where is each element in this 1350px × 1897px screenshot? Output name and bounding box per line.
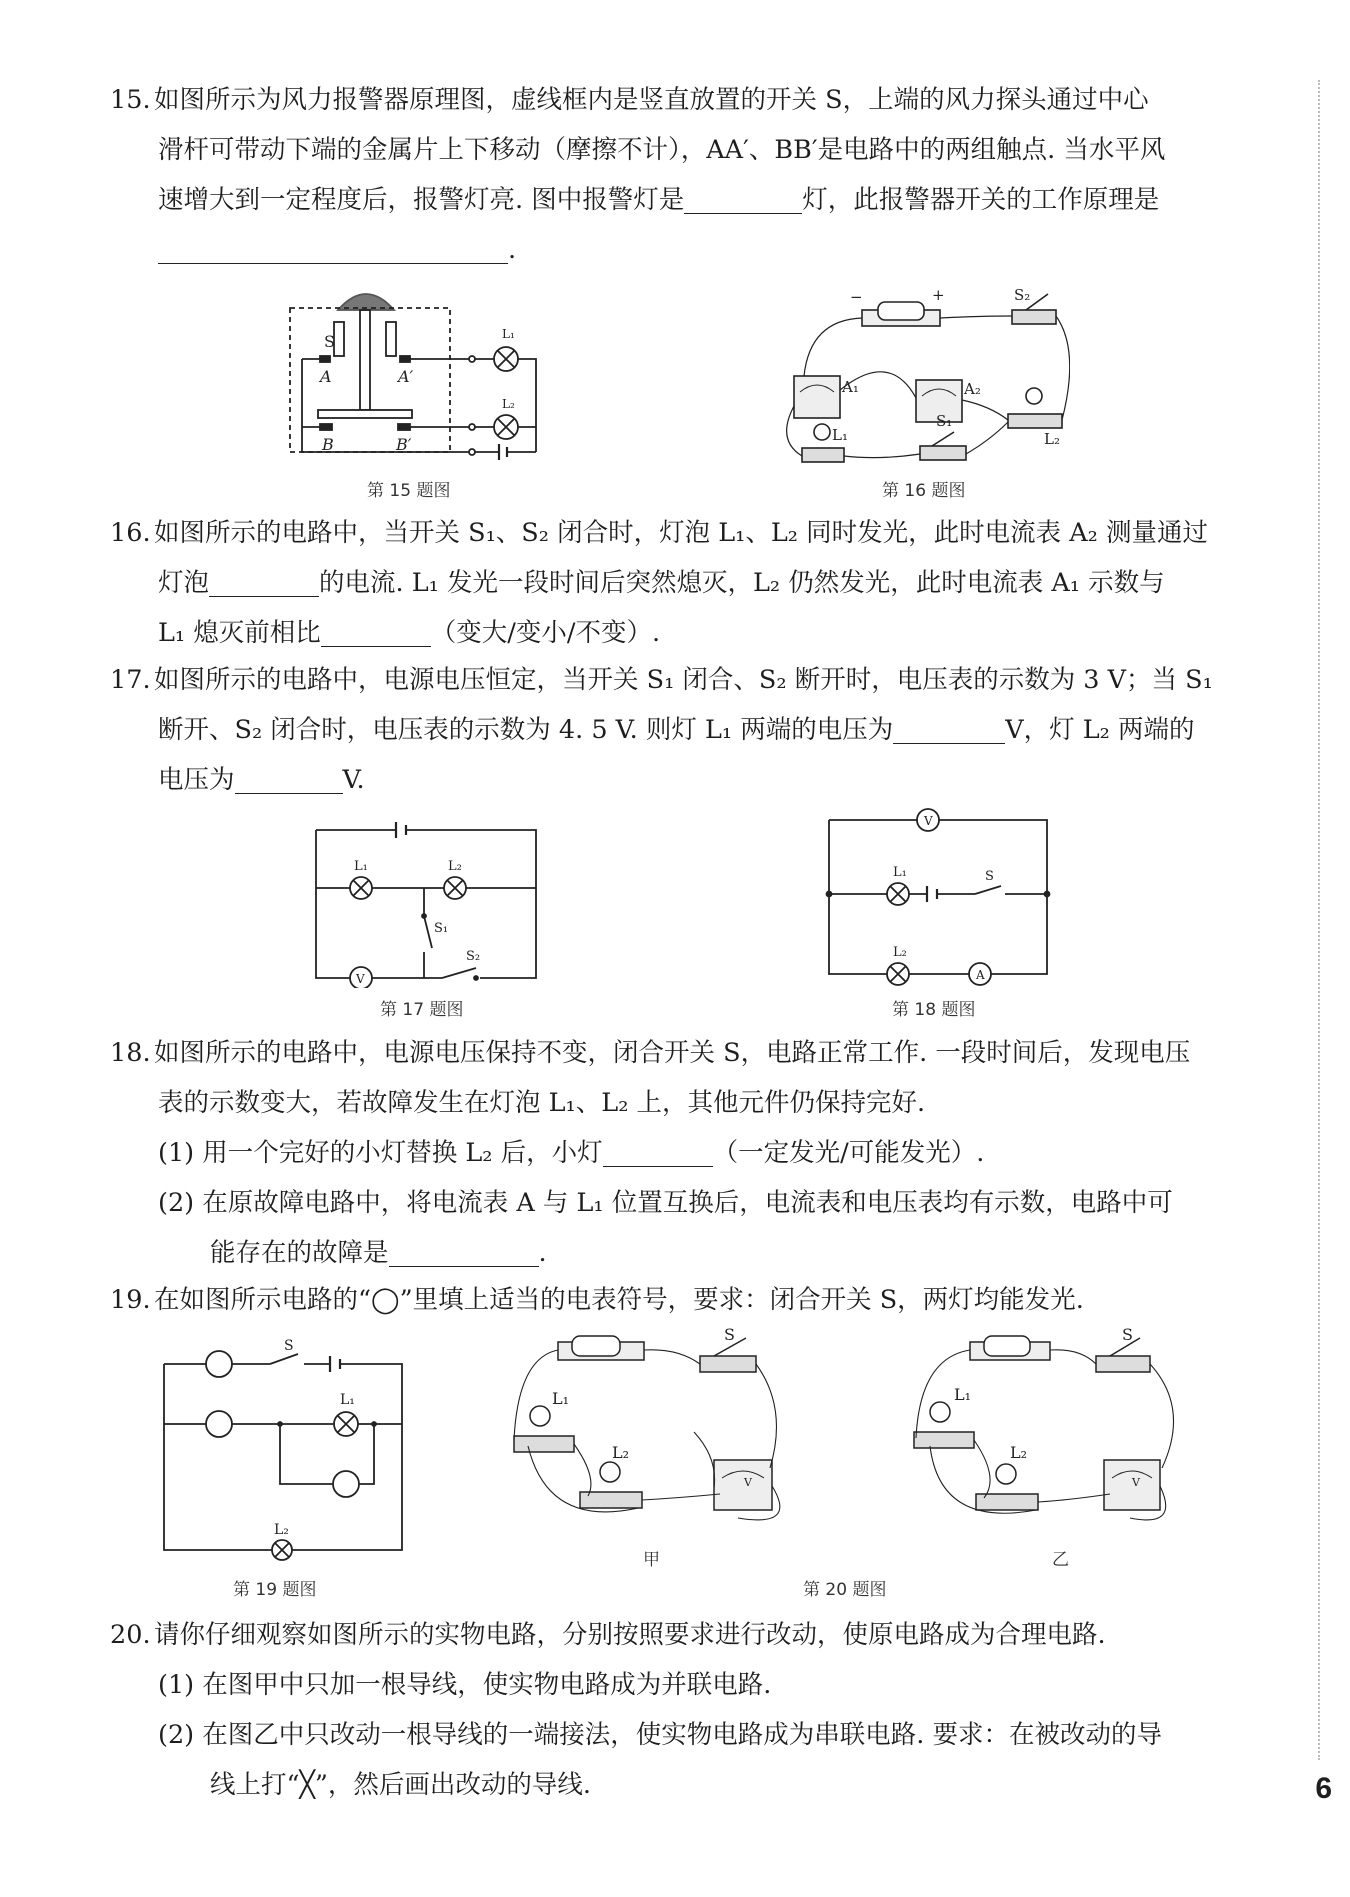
answer-blank[interactable] — [158, 233, 508, 264]
lamp-L1 — [802, 448, 844, 462]
svg-text:V: V — [356, 972, 365, 986]
margin-dotted-line — [1318, 80, 1320, 1760]
answer-blank[interactable] — [235, 763, 343, 794]
battery — [927, 886, 937, 902]
svg-text:S: S — [985, 869, 994, 884]
figure-19-circuit — [158, 1338, 418, 1570]
text-line: 灯，此报警器开关的工作原理是 — [802, 185, 1160, 215]
svg-text:L₂: L₂ — [612, 1443, 630, 1462]
text-line: 如图所示的电路中，电源电压保持不变，闭合开关 S，电路正常工作. 一段时间后，发现电压 — [154, 1038, 1191, 1068]
meter-slot-2 — [206, 1411, 232, 1437]
svg-text:L₁: L₁ — [354, 859, 368, 874]
ammeter-A1 — [794, 376, 840, 418]
voltmeter — [714, 1460, 772, 1510]
answer-blank[interactable] — [389, 1236, 539, 1267]
svg-text:L₁: L₁ — [502, 327, 515, 341]
switch-S2 — [1012, 310, 1056, 324]
switch-left — [334, 322, 344, 356]
question-18 — [110, 1028, 1270, 1278]
question-19 — [110, 1275, 1270, 1325]
svg-text:A: A — [976, 968, 985, 982]
svg-text:S: S — [724, 1328, 735, 1344]
battery — [499, 444, 507, 460]
figure-caption: 第 15 题图 — [367, 481, 451, 501]
switch-S — [700, 1356, 756, 1372]
question-16 — [110, 508, 1270, 658]
question-number: 15. — [110, 85, 151, 115]
svg-text:S: S — [1122, 1328, 1133, 1344]
svg-text:L₁: L₁ — [893, 865, 907, 880]
text-line: (1) 用一个完好的小灯替换 L₂ 后，小灯 — [158, 1138, 603, 1168]
svg-text:A: A — [320, 367, 332, 386]
svg-text:+: + — [932, 286, 945, 304]
svg-text:L₁: L₁ — [954, 1385, 972, 1404]
answer-blank[interactable] — [321, 616, 431, 647]
metal-plate — [318, 410, 412, 418]
figure-15-circuit — [280, 270, 550, 470]
text-line: 电压为 — [158, 765, 235, 795]
answer-blank[interactable] — [603, 1136, 713, 1167]
answer-blank[interactable] — [209, 566, 319, 597]
text-line: （一定发光/可能发光）. — [712, 1138, 985, 1168]
switch-right — [386, 322, 396, 356]
figure-label: 甲 — [643, 1550, 660, 1570]
lamp-L2 — [1008, 414, 1062, 428]
answer-blank[interactable] — [893, 713, 1005, 744]
svg-text:S₁: S₁ — [936, 412, 953, 430]
text-line: 滑杆可带动下端的金属片上下移动（摩擦不计），AA′、BB′是电路中的两组触点. 当水平风 — [158, 135, 1166, 165]
question-number: 20. — [110, 1620, 151, 1650]
lamp-L1 — [914, 1432, 974, 1448]
svg-text:−: − — [850, 288, 863, 306]
text-line: （变大/变小/不变）. — [430, 618, 661, 648]
figure-20-jia — [488, 1328, 818, 1553]
switch-S2 — [442, 968, 476, 978]
svg-text:L₂: L₂ — [1044, 430, 1060, 448]
text-line: 表的示数变大，若故障发生在灯泡 L₁、L₂ 上，其他元件仍保持完好. — [158, 1088, 926, 1118]
svg-text:A′: A′ — [398, 367, 414, 386]
battery — [330, 1356, 340, 1372]
figure-caption: 第 16 题图 — [882, 481, 966, 501]
svg-text:L₂: L₂ — [1010, 1443, 1028, 1462]
svg-text:B: B — [322, 435, 334, 454]
figure-16-physical-circuit — [780, 280, 1070, 470]
text-line: (2) 在图乙中只改动一根导线的一端接法，使实物电路成为串联电路. 要求：在被改动的导 — [158, 1720, 1162, 1750]
text-line: V，灯 L₂ 两端的 — [1005, 715, 1195, 745]
center-rod — [360, 310, 370, 410]
svg-text:A₂: A₂ — [964, 380, 981, 398]
figure-caption: 第 19 题图 — [233, 1580, 317, 1600]
battery — [396, 822, 406, 838]
meter-slot-3 — [333, 1471, 359, 1497]
question-number: 16. — [110, 518, 151, 548]
svg-text:L₁: L₁ — [552, 1389, 570, 1408]
text-line: 在如图所示电路的“◯”里填上适当的电表符号，要求：闭合开关 S，两灯均能发光. — [154, 1285, 1084, 1315]
text-line: (2) 在原故障电路中，将电流表 A 与 L₁ 位置互换后，电流表和电压表均有示数，电路中可 — [158, 1188, 1173, 1218]
svg-text:S₂: S₂ — [1014, 286, 1031, 304]
lamp-L1 — [514, 1436, 574, 1452]
text-line: 请你仔细观察如图所示的实物电路，分别按照要求进行改动，使原电路成为合理电路. — [154, 1620, 1106, 1650]
figure-17-circuit — [310, 818, 550, 988]
switch-S — [1096, 1356, 1150, 1372]
question-number: 17. — [110, 665, 151, 695]
svg-text:L₂: L₂ — [893, 945, 907, 960]
text-line: V. — [342, 765, 365, 795]
answer-blank[interactable] — [684, 183, 802, 214]
figure-caption: 第 17 题图 — [380, 1000, 464, 1020]
meter-slot-1 — [206, 1351, 232, 1377]
figure-label: 乙 — [1052, 1550, 1069, 1570]
figure-caption: 第 20 题图 — [803, 1580, 887, 1600]
svg-text:A₁: A₁ — [842, 378, 859, 396]
switch-S1 — [424, 916, 432, 948]
svg-text:S₂: S₂ — [466, 949, 481, 964]
svg-text:V: V — [924, 814, 933, 828]
text-line: 断开、S₂ 闭合时，电压表的示数为 4. 5 V. 则灯 L₁ 两端的电压为 — [158, 715, 894, 745]
text-line: 如图所示的电路中，当开关 S₁、S₂ 闭合时，灯泡 L₁、L₂ 同时发光，此时电流表 A₂ 测量通过 — [154, 518, 1208, 548]
figure-20-yi — [900, 1328, 1200, 1553]
svg-text:L₂: L₂ — [274, 1522, 289, 1538]
question-number: 18. — [110, 1038, 151, 1068]
svg-text:L₂: L₂ — [448, 859, 462, 874]
svg-text:S: S — [324, 332, 335, 351]
svg-text:L₂: L₂ — [502, 397, 515, 411]
question-20 — [110, 1610, 1270, 1810]
svg-text:S₁: S₁ — [434, 921, 449, 936]
text-line: 线上打“╳”，然后画出改动的导线. — [210, 1770, 592, 1800]
text-line: . — [538, 1238, 547, 1268]
svg-text:L₁: L₁ — [832, 426, 848, 444]
text-line: . — [508, 235, 517, 265]
text-line: L₁ 熄灭前相比 — [158, 618, 321, 648]
text-line: 如图所示的电路中，电源电压恒定，当开关 S₁ 闭合、S₂ 断开时，电压表的示数为 3 V；当 S₁ — [154, 665, 1213, 695]
text-line: 能存在的故障是 — [210, 1238, 389, 1268]
text-line: 的电流. L₁ 发光一段时间后突然熄灭，L₂ 仍然发光，此时电流表 A₁ 示数与 — [319, 568, 1165, 598]
switch-S1 — [920, 446, 966, 460]
text-line: 如图所示为风力报警器原理图，虚线框内是竖直放置的开关 S，上端的风力探头通过中心 — [154, 85, 1149, 115]
svg-text:B′: B′ — [396, 435, 412, 454]
text-line: (1) 在图甲中只加一根导线，使实物电路成为并联电路. — [158, 1670, 772, 1700]
question-15 — [110, 75, 1270, 275]
figure-18-circuit — [825, 808, 1055, 988]
svg-text:V: V — [744, 1476, 752, 1489]
page-number: 6 — [1315, 1772, 1332, 1805]
switch-S — [975, 886, 1001, 894]
question-number: 19. — [110, 1285, 151, 1315]
text-line: 速增大到一定程度后，报警灯亮. 图中报警灯是 — [158, 185, 685, 215]
question-17 — [110, 655, 1270, 805]
text-line: 灯泡 — [158, 568, 210, 598]
figure-caption: 第 18 题图 — [892, 1000, 976, 1020]
svg-text:V: V — [1132, 1476, 1140, 1489]
svg-text:L₁: L₁ — [340, 1392, 355, 1408]
svg-text:S: S — [284, 1338, 294, 1354]
